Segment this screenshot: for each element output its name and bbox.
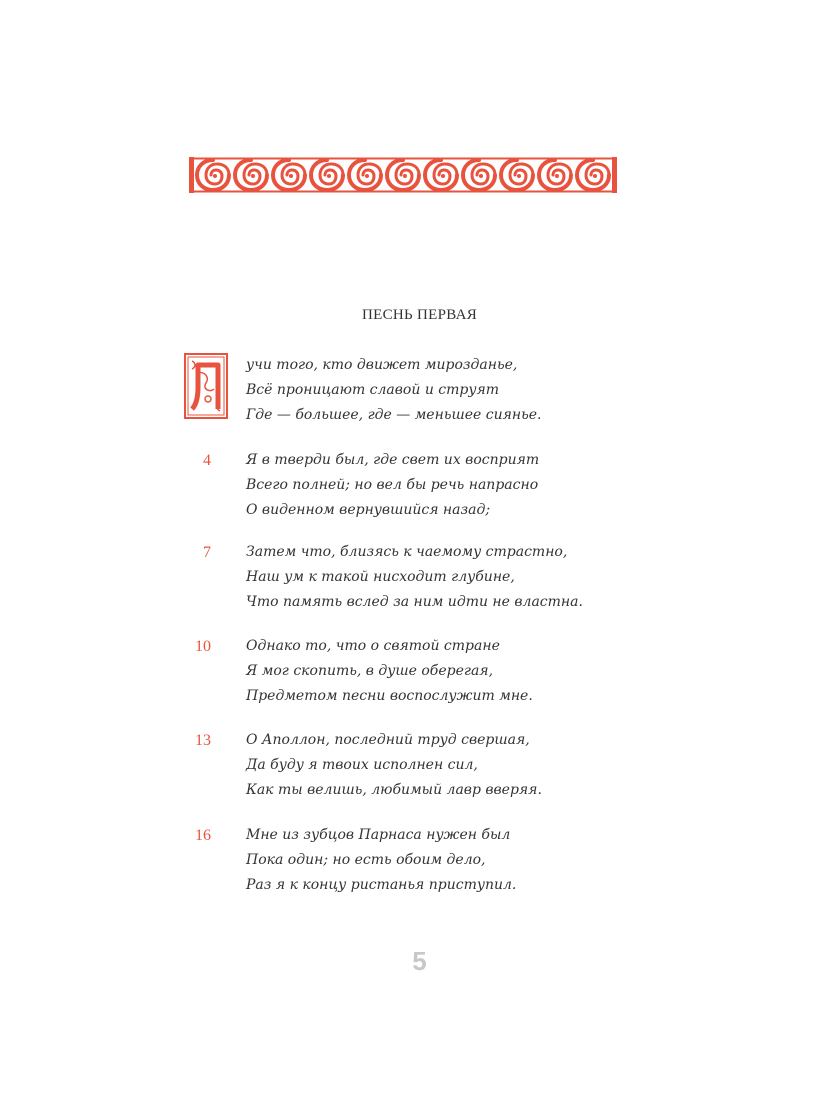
verse-line: Раз я к концу ристанья приступил. (246, 877, 517, 893)
stanza (203, 448, 540, 523)
verse-line: Как ты велишь, любимый лавр вверяя. (246, 782, 542, 798)
verse-line: Пока один; но есть обоим дело, (246, 852, 486, 868)
line-number: 10 (195, 638, 211, 655)
spiral-unit (501, 160, 533, 190)
spiral-unit (425, 160, 457, 190)
verse-line: Предметом песни воспослужит мне. (246, 688, 533, 704)
canto-title: ПЕСНЬ ПЕРВАЯ (361, 307, 478, 323)
line-number: 7 (203, 544, 211, 561)
spiral-unit (387, 160, 419, 190)
verse-line: Затем что, близясь к чаемому страстно, (246, 544, 568, 560)
verse-line: Я в тверди был, где свет их восприят (246, 452, 540, 468)
spiral-unit (197, 160, 229, 190)
stanza (195, 728, 542, 803)
verse-line: Наш ум к такой нисходит глубине, (246, 569, 515, 585)
verse-line: О виденном вернувшийся назад; (246, 502, 491, 518)
verse-line: О Аполлон, последний труд свершая, (246, 732, 530, 748)
spiral-unit (311, 160, 343, 190)
stanza (203, 540, 583, 615)
verse-line: Где — большее, где — меньшее сиянье. (246, 407, 542, 423)
line-number: 4 (203, 452, 211, 469)
spiral-unit (235, 160, 267, 190)
stanza (195, 823, 517, 898)
spiral-unit (463, 160, 495, 190)
verse-line: учи того, кто движет мирозданье, (246, 357, 518, 373)
ornate-initial-letter-icon (184, 353, 228, 419)
verse-line: Я мог скопить, в душе оберегая, (246, 663, 494, 679)
line-number: 16 (195, 827, 211, 844)
stanza (246, 353, 541, 428)
verse-line: Мне из зубцов Парнаса нужен был (246, 827, 511, 843)
spiral-unit (539, 160, 571, 190)
verse-line: Однако то, что о святой стране (246, 638, 500, 654)
spiral-unit (273, 160, 305, 190)
drop-cap-letter: Л (206, 397, 207, 398)
celtic-spiral-border-icon (189, 157, 617, 193)
verse-line: Что память вслед за ним идти не властна. (246, 594, 583, 610)
verse-line: Всего полней; но вел бы речь напрасно (246, 477, 539, 493)
page-number: 5 (412, 946, 427, 976)
stanza (195, 634, 533, 709)
verse-line: Да буду я твоих исполнен сил, (246, 757, 478, 773)
verse-line: Всё проницают славой и струят (246, 382, 500, 398)
spiral-unit (577, 160, 609, 190)
line-number: 13 (195, 732, 211, 749)
spiral-unit (349, 160, 381, 190)
